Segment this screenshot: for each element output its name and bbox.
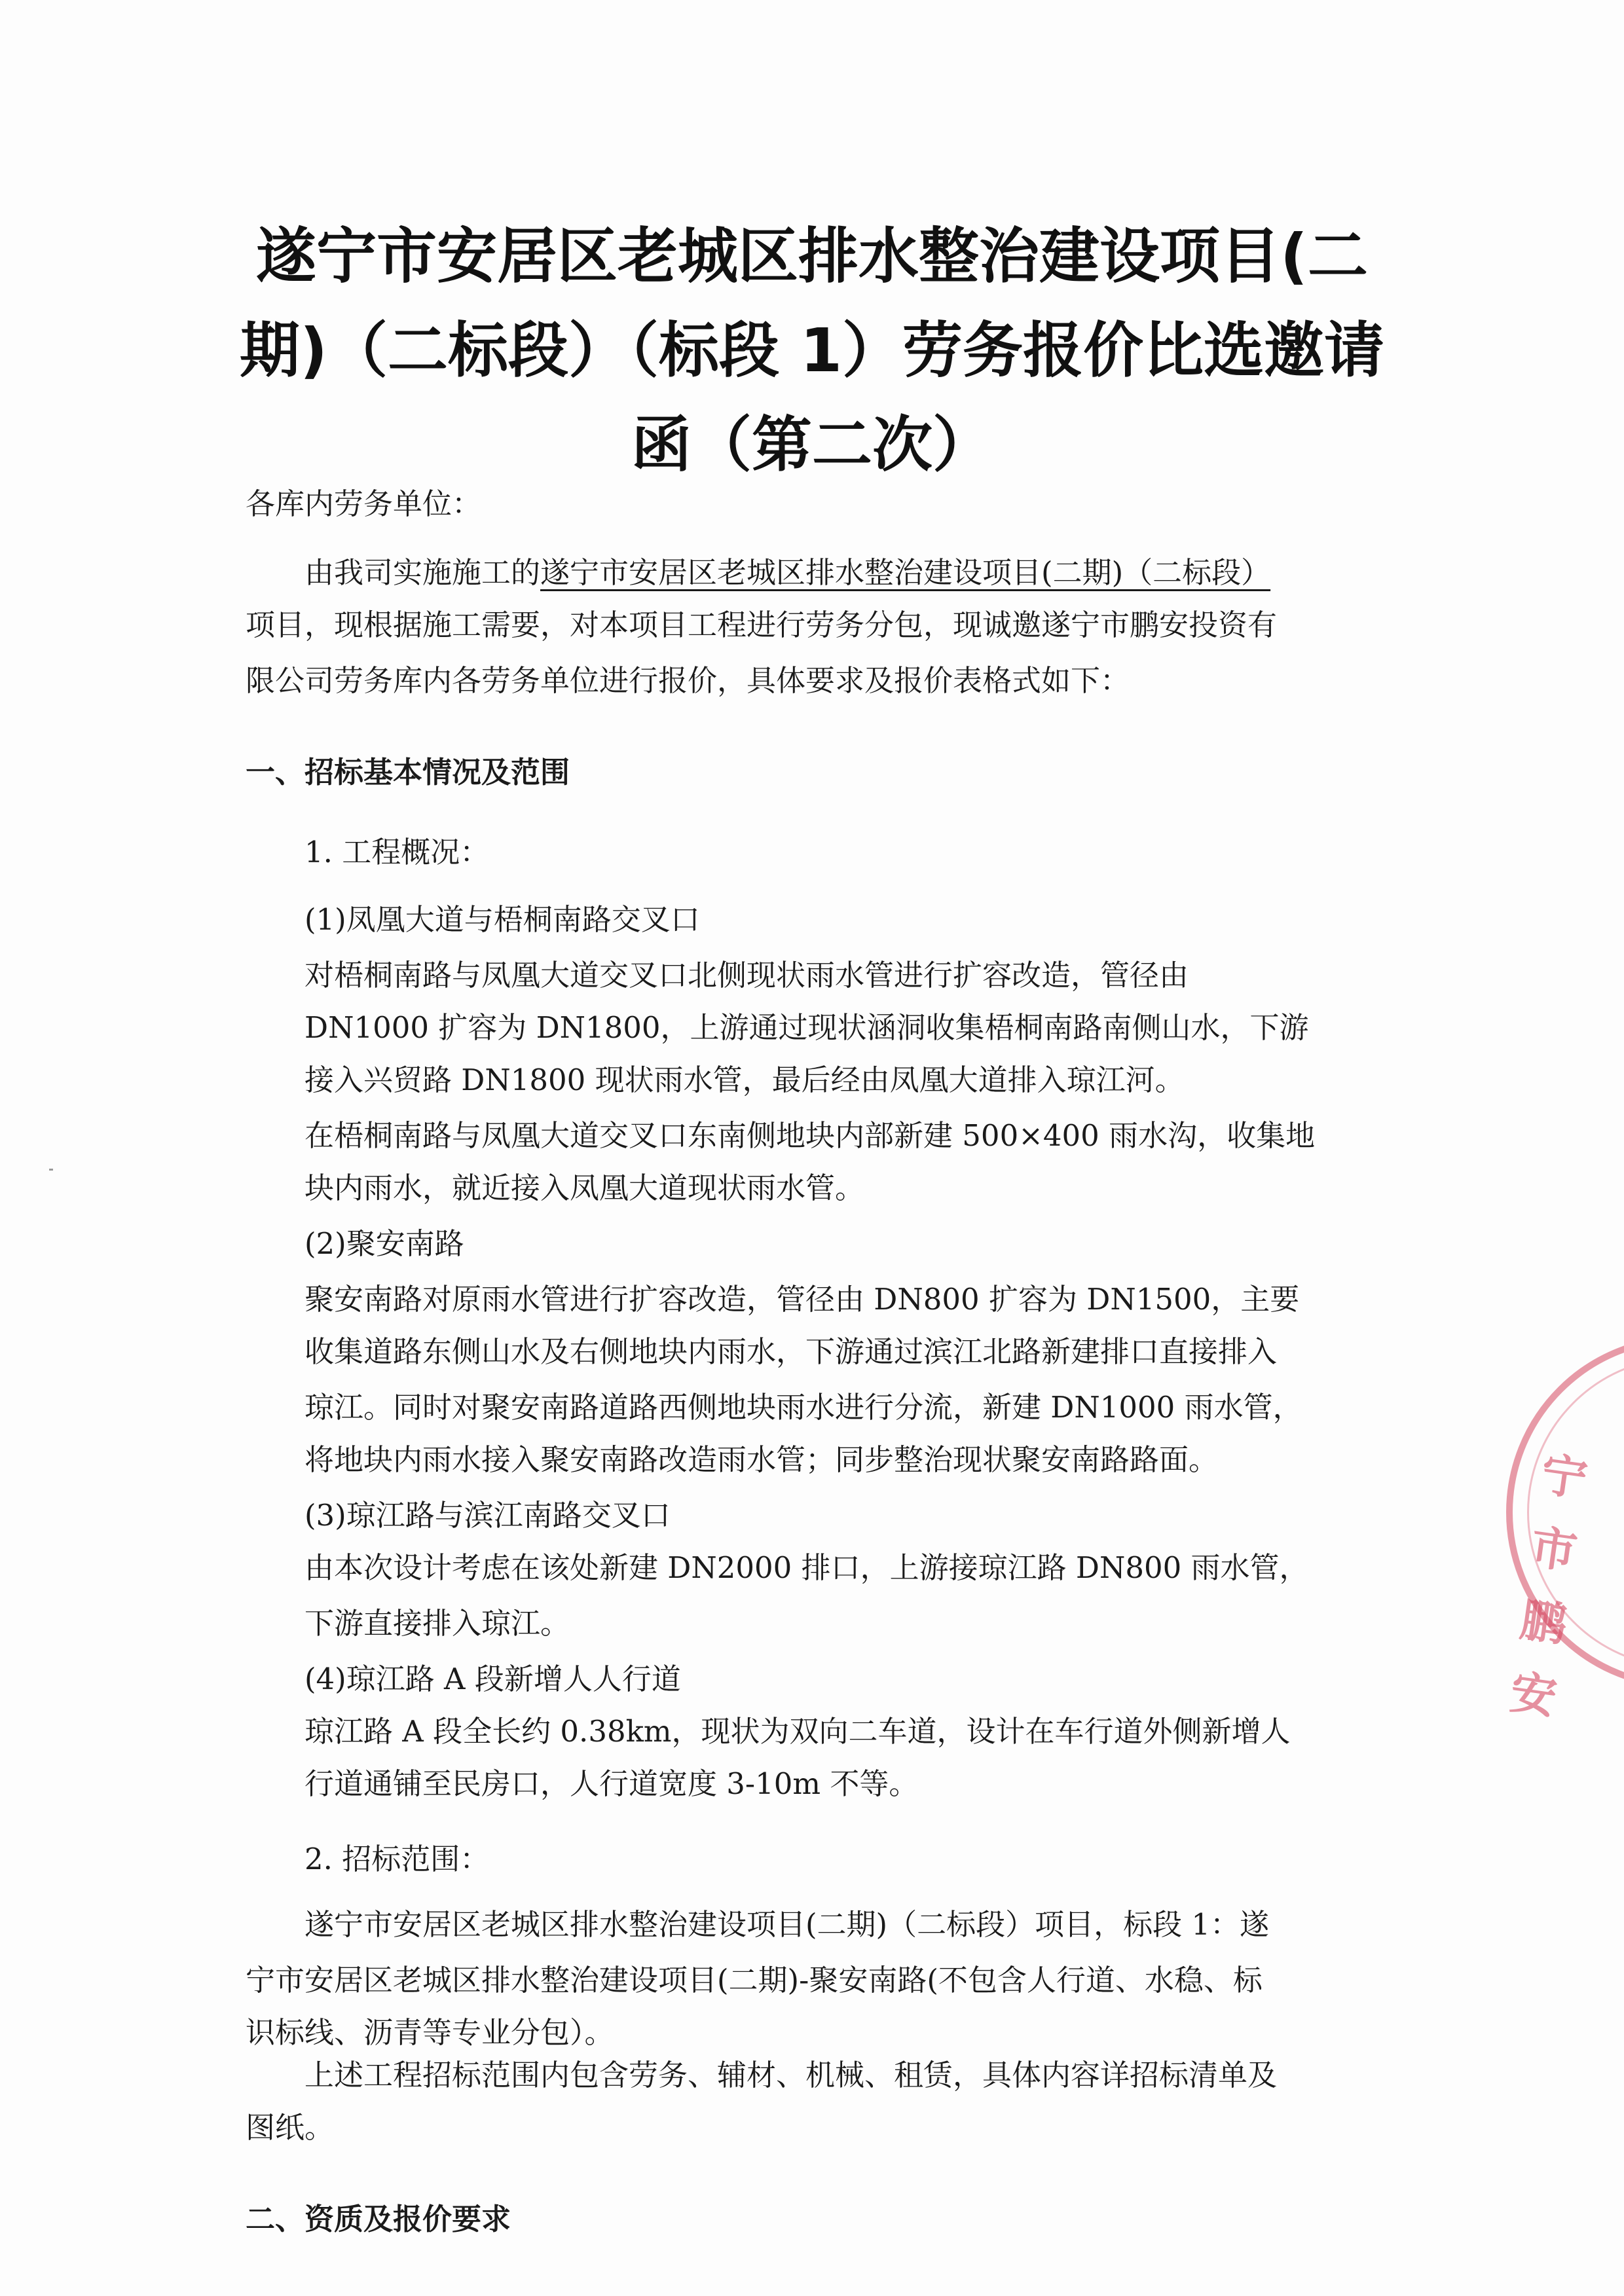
item-4-line: 行道通铺至民房口，人行道宽度 3-10m 不等。 (304, 1766, 919, 1801)
item-3-title: (3)琼江路与滨江南路交叉口 (304, 1498, 671, 1533)
company-seal-stamp (1506, 1336, 1624, 1725)
item-2-line: 聚安南路对原雨水管进行扩容改造，管径由 DN800 扩容为 DN1500，主要 (304, 1282, 1300, 1317)
item-1-line: 块内雨水，就近接入凤凰大道现状雨水管。 (304, 1171, 865, 1205)
item-1-line: 在梧桐南路与凤凰大道交叉口东南侧地块内部新建 500×400 雨水沟，收集地 (304, 1118, 1316, 1153)
scope-line: 宁市安居区老城区排水整治建设项目(二期)-聚安南路(不包含人行道、水稳、标 (246, 1963, 1263, 1997)
item-3-line: 由本次设计考虑在该处新建 DN2000 排口，上游接琼江路 DN800 雨水管， (304, 1550, 1309, 1585)
title-line-3: 函（第二次） (631, 410, 993, 480)
scope-line: 识标线、沥青等专业分包）。 (246, 2015, 614, 2050)
scope-line: 遂宁市安居区老城区排水整治建设项目(二期)（二标段）项目，标段 1：遂 (304, 1907, 1270, 1942)
item-1-title: (1)凤凰大道与梧桐南路交叉口 (304, 902, 700, 937)
subsection-1-heading: 1. 工程概况： (304, 835, 490, 869)
item-2-line: 收集道路东侧山水及右侧地块内雨水，下游通过滨江北路新建排口直接排入 (304, 1334, 1278, 1369)
intro-line-2: 项目，现根据施工需要，对本项目工程进行劳务分包，现诚邀遂宁市鹏安投资有 (246, 608, 1278, 642)
item-3-line: 下游直接排入琼江。 (304, 1606, 570, 1641)
salutation: 各库内劳务单位： (246, 486, 482, 521)
intro-line-3: 限公司劳务库内各劳务单位进行报价，具体要求及报价表格式如下： (246, 663, 1130, 698)
item-4-title: (4)琼江路 A 段新增人人行道 (304, 1662, 681, 1696)
title-line-1: 遂宁市安居区老城区排水整治建设项目(二 (255, 221, 1369, 291)
project-name-underlined: 遂宁市安居区老城区排水整治建设项目(二期)（二标段） (540, 555, 1271, 590)
item-2-line: 将地块内雨水接入聚安南路改造雨水管；同步整治现状聚安南路路面。 (304, 1442, 1219, 1477)
section-1-heading: 一、招标基本情况及范围 (246, 755, 570, 790)
item-1-line: 接入兴贸路 DN1800 现状雨水管，最后经由凤凰大道排入琼江河。 (304, 1063, 1185, 1097)
section-2-heading: 二、资质及报价要求 (246, 2202, 511, 2236)
item-4-line: 琼江路 A 段全长约 0.38km，现状为双向二车道，设计在车行道外侧新增人 (304, 1714, 1291, 1749)
intro-prefix: 由我司实施施工的 (304, 555, 541, 590)
subsection-2-heading: 2. 招标范围： (304, 1842, 490, 1876)
scope-line: 图纸。 (246, 2110, 335, 2145)
document-title (236, 210, 1388, 492)
item-1-line: DN1000 扩容为 DN1800，上游通过现状涵洞收集梧桐南路南侧山水，下游 (304, 1010, 1309, 1045)
item-2-title: (2)聚安南路 (304, 1226, 464, 1261)
item-1-line: 对梧桐南路与凤凰大道交叉口北侧现状雨水管进行扩容改造，管径由 (304, 958, 1189, 993)
scope-line: 上述工程招标范围内包含劳务、辅材、机械、租赁，具体内容详招标清单及 (304, 2058, 1278, 2092)
intro-line-1 (304, 553, 1270, 592)
scan-speck (49, 1169, 53, 1171)
title-line-2: 期)（二标段）（标段 1）劳务报价比选邀请 (239, 316, 1385, 386)
item-2-line: 琼江。同时对聚安南路道路西侧地块雨水进行分流，新建 DN1000 雨水管， (304, 1390, 1302, 1425)
seal-lettering: 宁 市 鹏 安 (1507, 1447, 1591, 1725)
